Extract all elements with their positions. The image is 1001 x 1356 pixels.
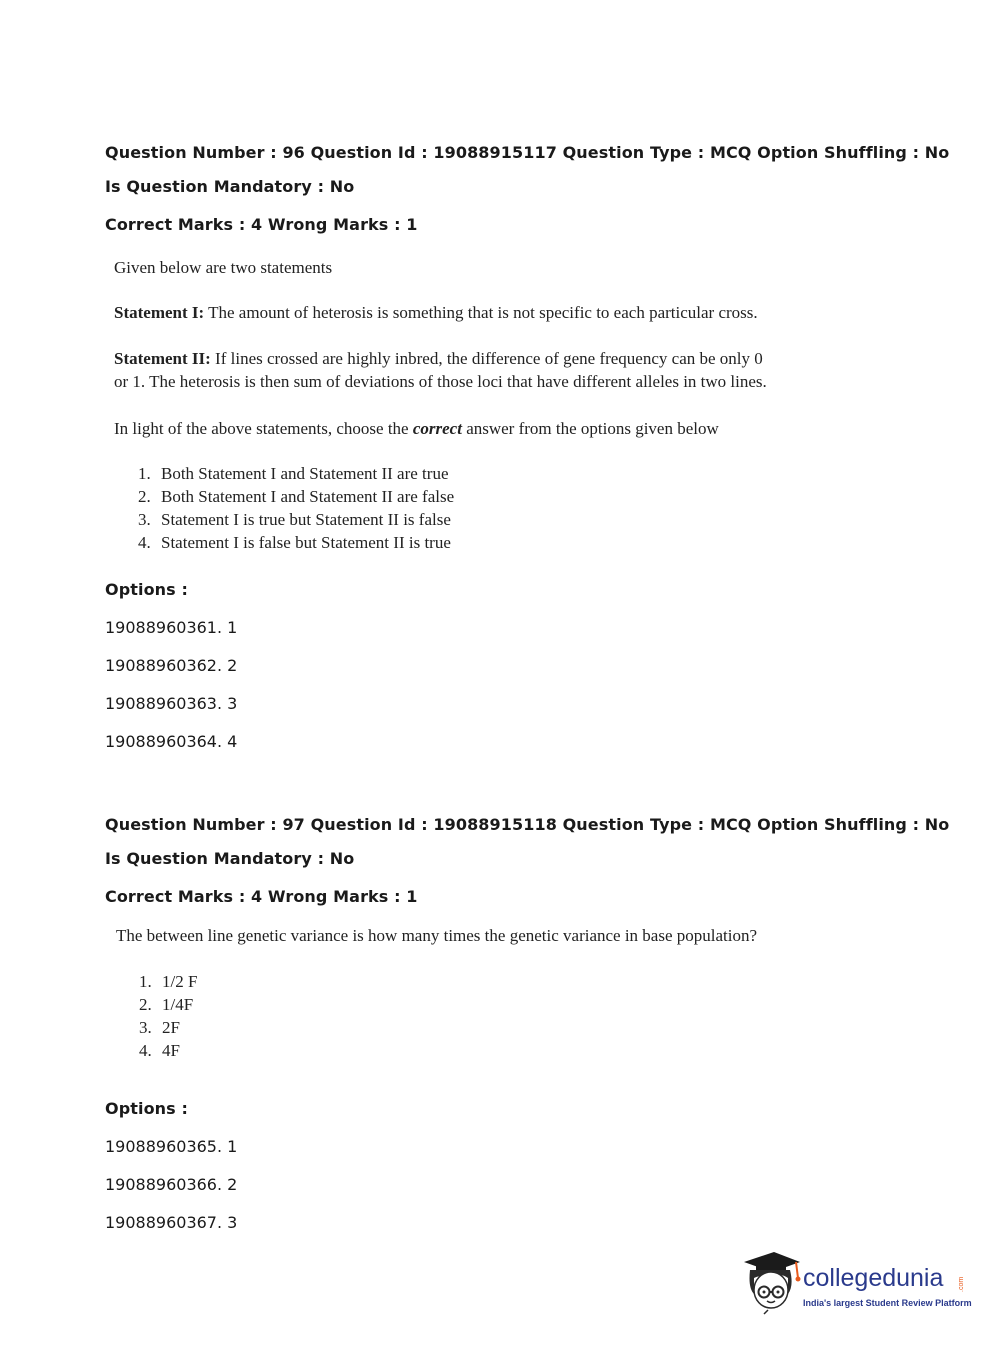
choice-text: Statement I is false but Statement II is true <box>161 533 451 552</box>
option-item: 19088960363. 3 <box>105 694 238 713</box>
choice-text: 4F <box>162 1041 180 1060</box>
option-item: 19088960361. 1 <box>105 618 238 637</box>
statement-2-label: Statement II: <box>114 349 211 368</box>
question-marks: Correct Marks : 4 Wrong Marks : 1 <box>105 887 418 906</box>
prompt-emphasis: correct <box>412 419 462 438</box>
question-text: The between line genetic variance is how many times the genetic variance in base population? <box>116 926 758 945</box>
choice-text: 2F <box>162 1018 180 1037</box>
choice-text: Both Statement I and Statement II are false <box>161 487 455 506</box>
statement-2 <box>114 349 763 369</box>
options-label: Options : <box>105 580 188 599</box>
choice-1 <box>139 972 197 992</box>
option-item: 19088960367. 3 <box>105 1213 238 1232</box>
options-label: Options : <box>105 1099 188 1118</box>
choice-number: 1. <box>139 972 152 991</box>
question-mandatory: Is Question Mandatory : No <box>105 177 355 196</box>
question-header-line1: Question Number : 97 Question Id : 19088915118 Question Type : MCQ Option Shuffling : No <box>105 815 950 834</box>
choice-number: 4. <box>139 1041 152 1060</box>
choice-number: 4. <box>138 533 151 552</box>
choice-1 <box>138 464 449 484</box>
choice-2 <box>138 487 454 507</box>
choice-text: 1/4F <box>162 995 194 1014</box>
choice-3 <box>139 1018 180 1038</box>
choice-number: 2. <box>139 995 152 1014</box>
question-prompt <box>114 419 719 439</box>
question-mandatory: Is Question Mandatory : No <box>105 849 355 868</box>
choice-4 <box>139 1041 180 1061</box>
question-marks: Correct Marks : 4 Wrong Marks : 1 <box>105 215 418 234</box>
statement-2-text: If lines crossed are highly inbred, the difference of gene frequency can be only 0 <box>210 349 763 368</box>
prompt-text-end: answer from the options given below <box>461 419 719 438</box>
choice-text: 1/2 F <box>162 972 198 991</box>
option-item: 19088960362. 2 <box>105 656 238 675</box>
logo-suffix: .com <box>958 1276 965 1292</box>
option-item: 19088960366. 2 <box>105 1175 238 1194</box>
choice-2 <box>139 995 193 1015</box>
statement-1-label: Statement I: <box>114 303 205 322</box>
choice-4 <box>138 533 451 553</box>
choice-number: 3. <box>138 510 151 529</box>
question-header-line1: Question Number : 96 Question Id : 19088915117 Question Type : MCQ Option Shuffling : No <box>105 143 950 162</box>
choice-number: 2. <box>138 487 151 506</box>
prompt-text: In light of the above statements, choose the <box>114 419 413 438</box>
statement-2-continued: or 1. The heterosis is then sum of deviations of those loci that have different alleles in two lines. <box>114 372 767 391</box>
option-item: 19088960364. 4 <box>105 732 238 751</box>
choice-3 <box>138 510 451 530</box>
question-intro: Given below are two statements <box>114 258 333 277</box>
option-item: 19088960365. 1 <box>105 1137 238 1156</box>
logo-tagline: India's largest Student Review Platform <box>803 1298 972 1308</box>
choice-text: Statement I is true but Statement II is false <box>161 510 451 529</box>
logo-wordmark: collegedunia <box>803 1264 944 1292</box>
statement-1-text: The amount of heterosis is something that is not specific to each particular cross. <box>204 303 758 322</box>
choice-number: 3. <box>139 1018 152 1037</box>
mascot-graduate-icon <box>740 1248 802 1316</box>
choice-text: Both Statement I and Statement II are true <box>161 464 449 483</box>
choice-number: 1. <box>138 464 151 483</box>
statement-1 <box>114 303 758 323</box>
